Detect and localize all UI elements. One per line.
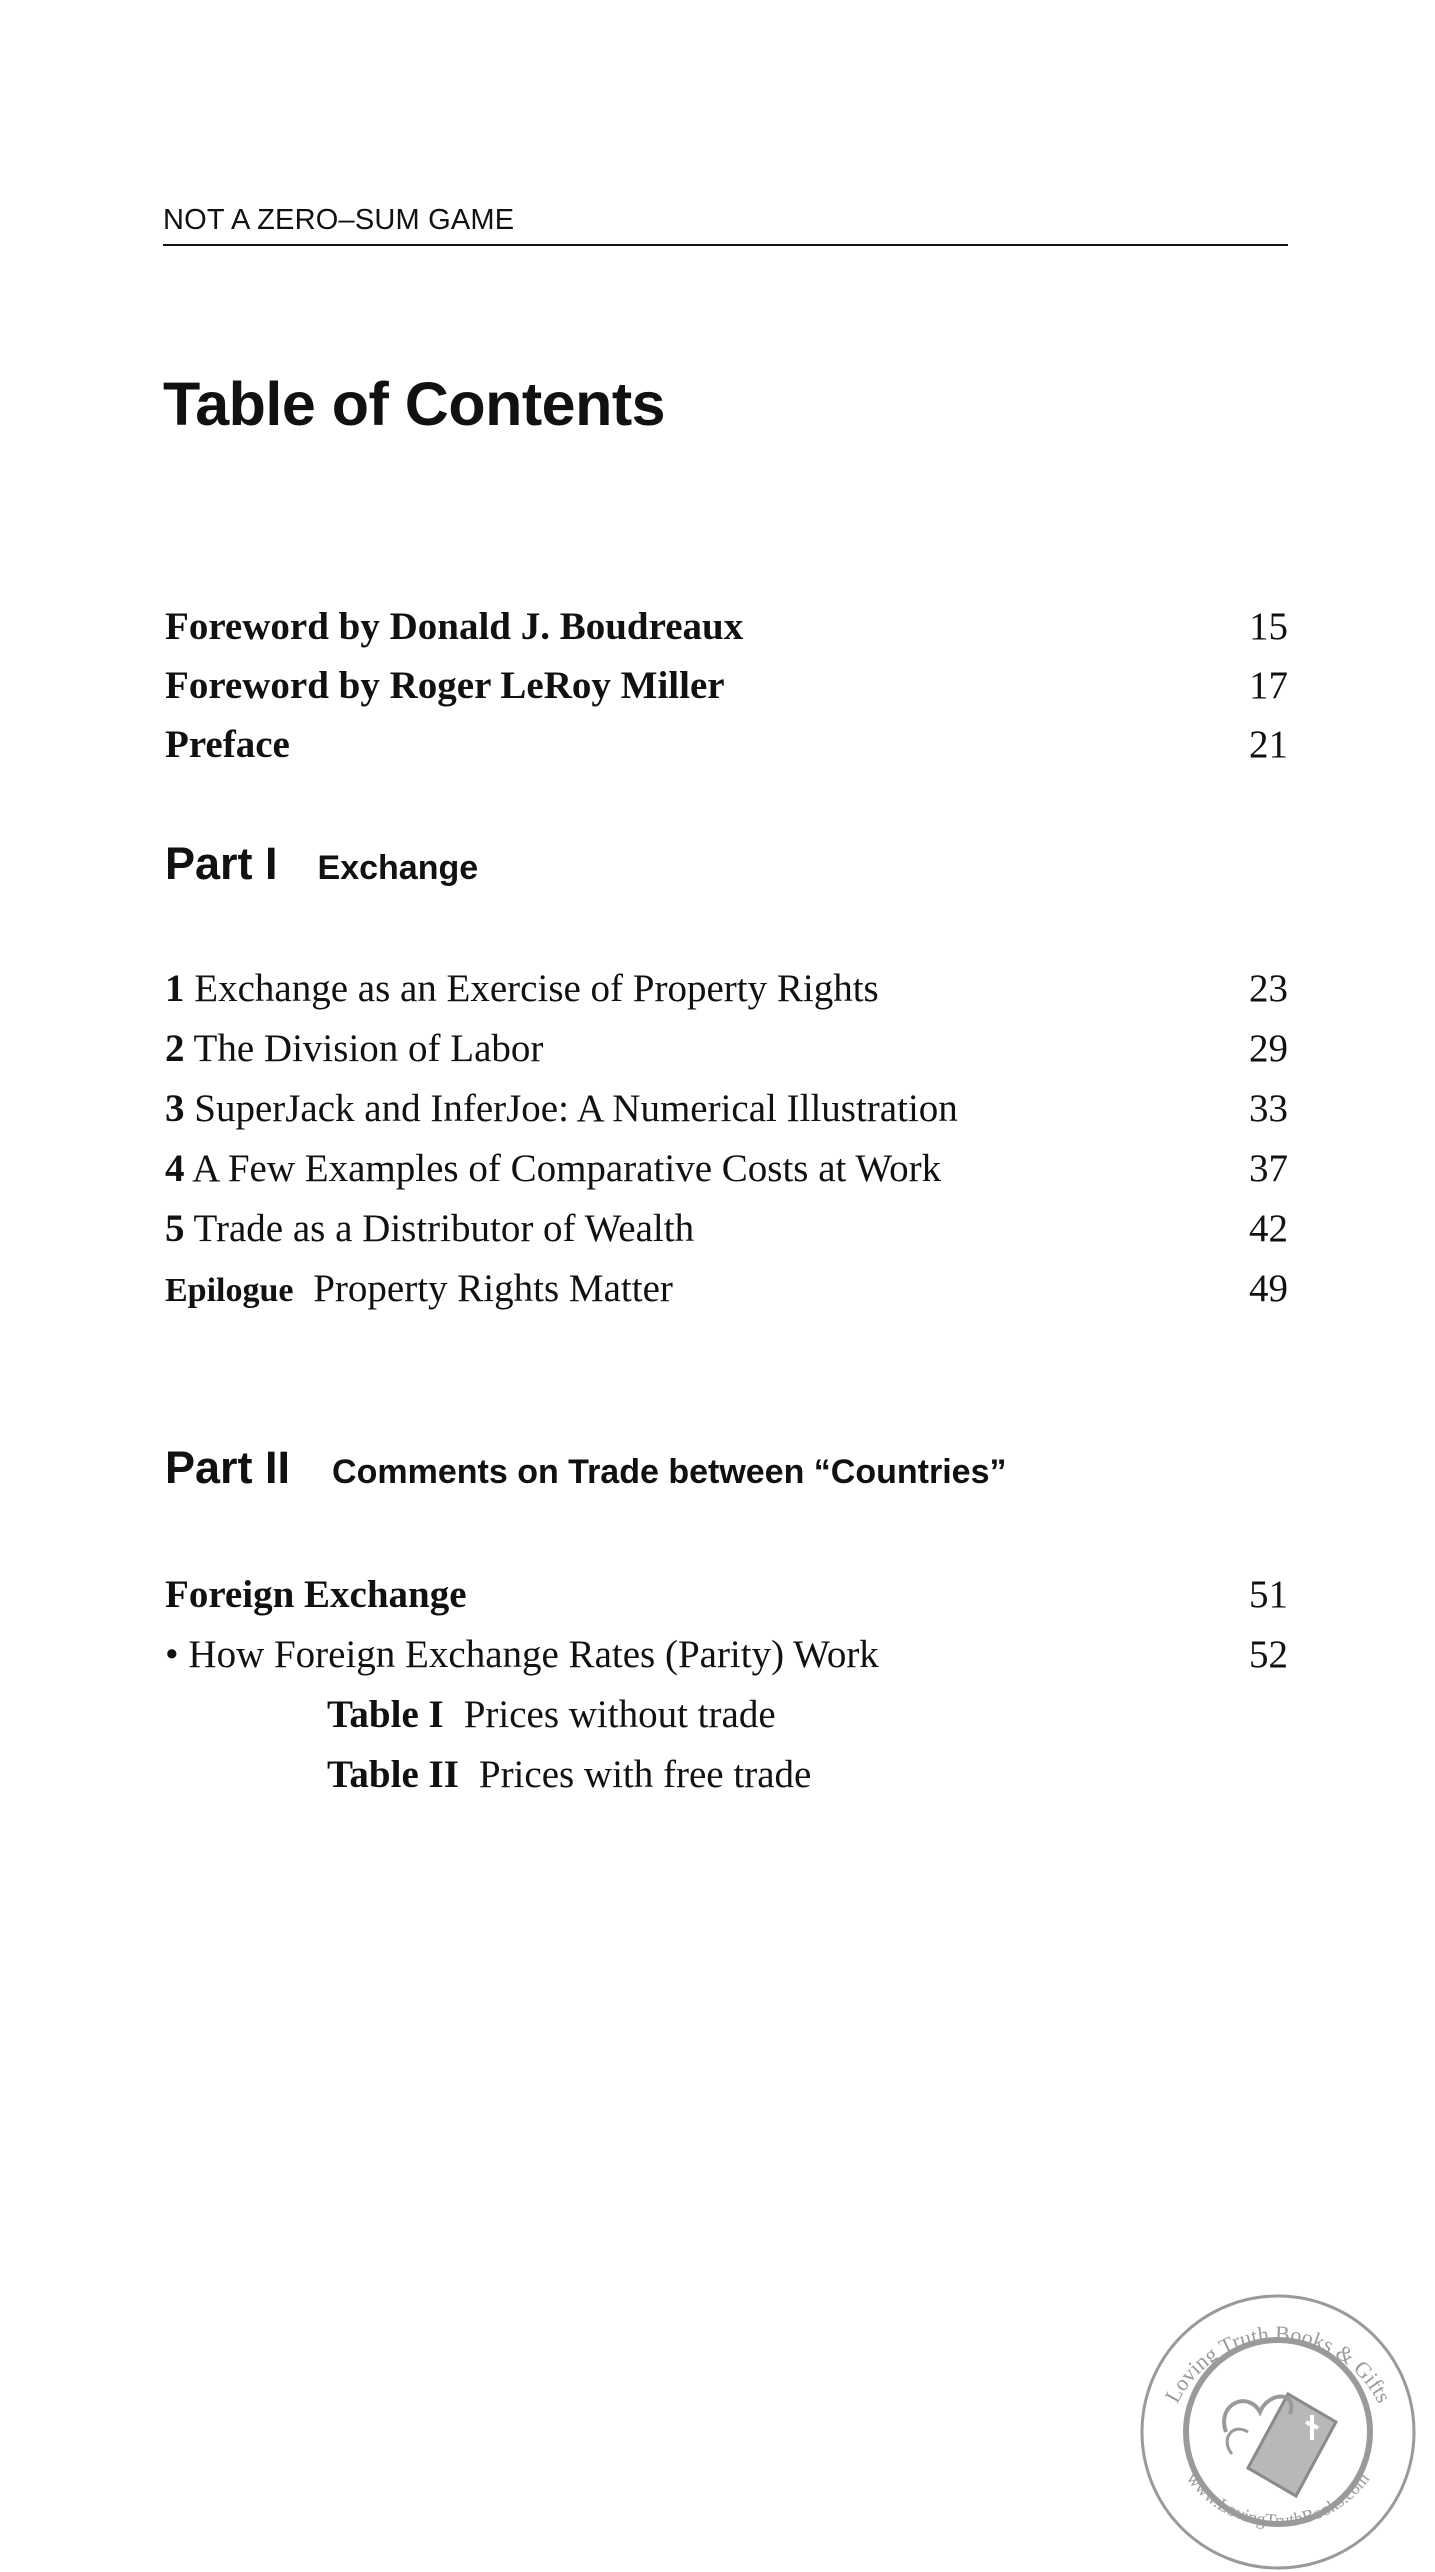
toc-entry-label: • How Foreign Exchange Rates (Parity) Work — [165, 1633, 879, 1676]
toc-entry-chapter-5[interactable] — [165, 1200, 1288, 1258]
toc-page-number: 29 — [1249, 1027, 1288, 1070]
gift-book-icon — [1224, 2394, 1336, 2496]
toc-page-number: 15 — [1249, 605, 1288, 648]
chapter-title: Exchange as an Exercise of Property Rights — [194, 967, 879, 1010]
epilogue-label: Epilogue — [165, 1272, 294, 1309]
part-label: Part II — [165, 1442, 291, 1493]
toc-page-number: 51 — [1249, 1573, 1288, 1616]
running-head: NOT A ZERO–SUM GAME — [163, 204, 515, 236]
part-name: Comments on Trade between “Countries” — [332, 1453, 1007, 1491]
toc-page-number: 17 — [1249, 664, 1288, 707]
toc-entry-foreword-miller[interactable] — [165, 657, 1288, 715]
chapter-number: 5 — [165, 1207, 185, 1250]
chapter-title: A Few Examples of Comparative Costs at Work — [192, 1147, 942, 1190]
toc-page-number: 49 — [1249, 1267, 1288, 1310]
part-label: Part I — [165, 838, 278, 889]
table-label: Table I — [327, 1693, 444, 1736]
toc-page-number: 23 — [1249, 967, 1288, 1010]
stamp-top-text: Loving Truth Books & Gifts — [1159, 2320, 1397, 2407]
part-name: Exchange — [317, 849, 479, 887]
toc-entry-label: Foreword by Donald J. Boudreaux — [165, 605, 744, 648]
toc-entry-chapter-1[interactable] — [165, 960, 1288, 1018]
toc-page-number: 42 — [1249, 1207, 1288, 1250]
toc-entry-chapter-4[interactable] — [165, 1140, 1288, 1198]
toc-entry-exchange-rates[interactable] — [165, 1626, 1288, 1684]
part-2-heading — [165, 1442, 1007, 1494]
chapter-number: 4 — [165, 1147, 185, 1190]
toc-entry-foreign-exchange[interactable] — [165, 1566, 1288, 1624]
part-1-heading — [165, 838, 478, 890]
chapter-title: Trade as a Distributor of Wealth — [193, 1207, 695, 1250]
epilogue-title: Property Rights Matter — [313, 1267, 673, 1310]
header-rule — [163, 244, 1288, 246]
chapter-title: The Division of Labor — [193, 1027, 544, 1070]
toc-page-number: 33 — [1249, 1087, 1288, 1130]
chapter-number: 1 — [165, 967, 185, 1010]
toc-entry-label: Preface — [165, 723, 290, 766]
toc-subentry-table-2[interactable] — [327, 1746, 811, 1804]
table-title: Prices with free trade — [478, 1753, 812, 1796]
toc-entry-foreword-boudreaux[interactable] — [165, 598, 1288, 656]
chapter-title: SuperJack and InferJoe: A Numerical Illustration — [194, 1087, 958, 1130]
toc-entry-chapter-2[interactable] — [165, 1020, 1288, 1078]
toc-page-number: 52 — [1249, 1633, 1288, 1676]
bookseller-stamp — [1128, 2272, 1428, 2572]
page-title: Table of Contents — [163, 370, 666, 438]
toc-entry-label: Foreword by Roger LeRoy Miller — [165, 664, 725, 707]
table-label: Table II — [327, 1753, 459, 1796]
toc-entry-label: Foreign Exchange — [165, 1573, 467, 1616]
toc-subentry-table-1[interactable] — [327, 1686, 776, 1744]
stamp-side-text: www.LovingTruthBooks.com — [1182, 2468, 1374, 2531]
toc-page-number: 37 — [1249, 1147, 1288, 1190]
chapter-number: 3 — [165, 1087, 185, 1130]
table-title: Prices without trade — [463, 1693, 776, 1736]
toc-entry-epilogue[interactable] — [165, 1260, 1288, 1318]
toc-page-number: 21 — [1249, 723, 1288, 766]
toc-entry-chapter-3[interactable] — [165, 1080, 1288, 1138]
chapter-number: 2 — [165, 1027, 185, 1070]
toc-entry-preface[interactable] — [165, 716, 1288, 774]
